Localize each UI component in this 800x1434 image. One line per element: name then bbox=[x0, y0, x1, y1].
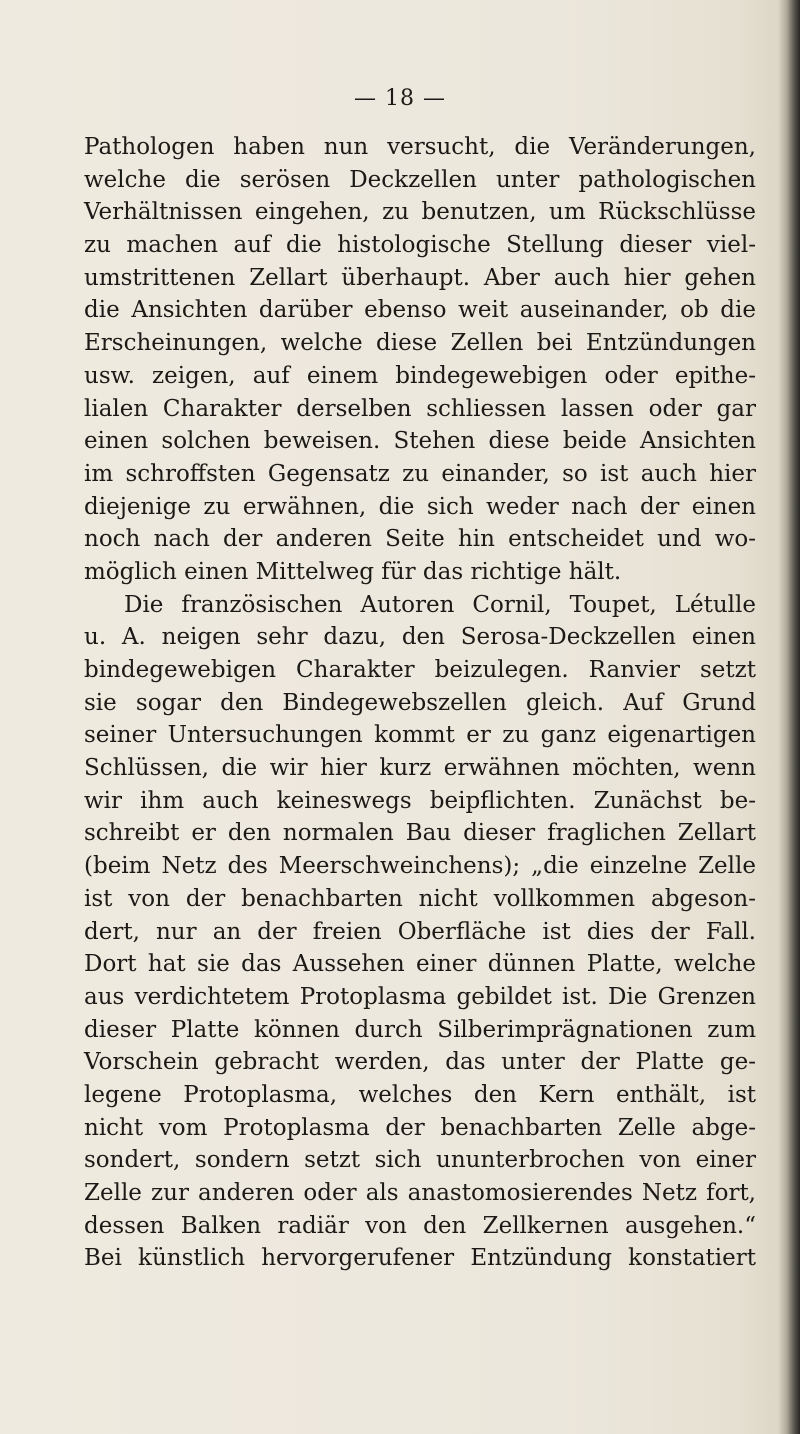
text-line: sondert, sondern setzt sich ununterbrochen von einer bbox=[84, 1147, 756, 1174]
text-line: nicht vom Protoplasma der benachbarten Zelle abge- bbox=[84, 1114, 756, 1141]
text-line: lialen Charakter derselben schliessen lassen oder gar bbox=[84, 395, 756, 422]
text-line: ist von der benachbarten nicht vollkommen abgeson- bbox=[84, 885, 756, 912]
text-line: usw. zeigen, auf einem bindegewebigen oder epithe- bbox=[84, 362, 756, 389]
text-line: bindegewebigen Charakter beizulegen. Ranvier setzt bbox=[84, 657, 756, 683]
text-line: Zelle zur anderen oder als anastomosierendes Netz fort, bbox=[84, 1180, 756, 1206]
text-line: zu machen auf die histologische Stellung dieser viel- bbox=[84, 232, 756, 259]
body-text bbox=[84, 131, 756, 1275]
text-line: legene Protoplasma, welches den Kern enthält, ist bbox=[84, 1081, 756, 1108]
text-line: Pathologen haben nun versucht, die Veränderungen, bbox=[84, 134, 756, 160]
text-line: möglich einen Mittelweg für das richtige hält. bbox=[84, 558, 622, 585]
text-line: Vorschein gebracht werden, das unter der Platte ge- bbox=[84, 1049, 756, 1076]
text-line: Die französischen Autoren Cornil, Toupet, Létulle bbox=[124, 591, 756, 618]
page-number: — 18 — bbox=[354, 86, 446, 111]
text-line: dert, nur an der freien Oberfläche ist dies der Fall. bbox=[84, 918, 756, 945]
text-line: die Ansichten darüber ebenso weit auseinander, ob die bbox=[84, 297, 756, 324]
text-line: Erscheinungen, welche diese Zellen bei Entzündungen bbox=[84, 330, 756, 357]
text-line: welche die serösen Deckzellen unter pathologischen bbox=[84, 166, 756, 193]
text-line: Dort hat sie das Aussehen einer dünnen Platte, welche bbox=[84, 951, 756, 978]
text-line: aus verdichtetem Protoplasma gebildet ist. Die Grenzen bbox=[84, 983, 756, 1010]
text-line: seiner Untersuchungen kommt er zu ganz eigenartigen bbox=[84, 722, 756, 749]
text-line: dieser Platte können durch Silberimprägnationen zum bbox=[84, 1016, 756, 1043]
text-line: diejenige zu erwähnen, die sich weder nach der einen bbox=[84, 493, 756, 520]
text-line: schreibt er den normalen Bau dieser fraglichen Zellart bbox=[84, 820, 756, 847]
text-line: Bei künstlich hervorgerufener Entzündung konstatiert bbox=[84, 1245, 756, 1272]
text-line: Schlüssen, die wir hier kurz erwähnen möchten, wenn bbox=[84, 755, 756, 782]
text-line: sie sogar den Bindegewebszellen gleich. Auf Grund bbox=[84, 689, 756, 716]
text-line: einen solchen beweisen. Stehen diese beide Ansichten bbox=[84, 428, 756, 455]
text-line: dessen Balken radiär von den Zellkernen ausgehen.“ bbox=[84, 1212, 756, 1239]
text-line: u. A. neigen sehr dazu, den Serosa-Deckzellen einen bbox=[84, 624, 756, 651]
text-line: Verhältnissen eingehen, zu benutzen, um Rückschlüsse bbox=[84, 199, 756, 226]
text-line: (beim Netz des Meerschweinchens); „die einzelne Zelle bbox=[84, 853, 756, 880]
text-line: im schroffsten Gegensatz zu einander, so ist auch hier bbox=[84, 460, 756, 487]
text-line: wir ihm auch keineswegs beipflichten. Zunächst be- bbox=[84, 787, 756, 814]
text-line: umstrittenen Zellart überhaupt. Aber auch hier gehen bbox=[84, 264, 756, 291]
text-line: noch nach der anderen Seite hin entscheidet und wo- bbox=[84, 526, 756, 553]
page-edge-shadow bbox=[778, 0, 800, 1434]
